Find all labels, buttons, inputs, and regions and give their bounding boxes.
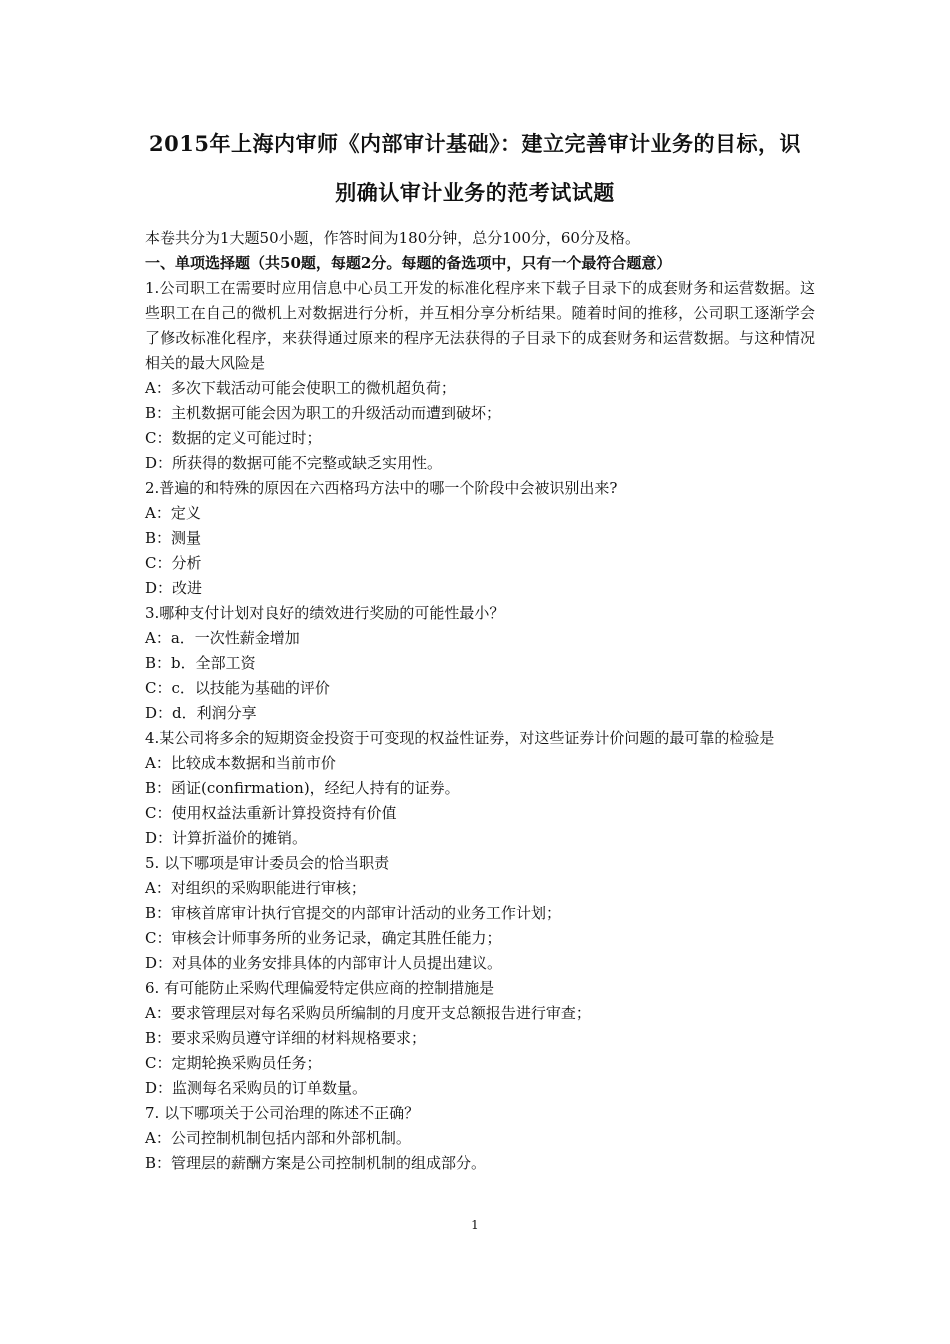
question-4 [145, 726, 815, 851]
answer-option: B：要求采购员遵守详细的材料规格要求； [145, 1029, 427, 1047]
answer-option: D：d．利润分享 [145, 704, 257, 722]
question-text: 5. 以下哪项是审计委员会的恰当职责 [145, 854, 390, 872]
answer-option: C：c．以技能为基础的评价 [145, 679, 330, 697]
answer-option: A：要求管理层对每名采购员所编制的月度开支总额报告进行审查； [145, 1004, 591, 1022]
answer-option: C：使用权益法重新计算投资持有价值 [145, 804, 397, 822]
answer-option: D：监测每名采购员的订单数量。 [145, 1079, 368, 1097]
question-text: 4.某公司将多余的短期资金投资于可变现的权益性证券，对这些证券计价问题的最可靠的检验是 [145, 729, 775, 747]
answer-option: A：对组织的采购职能进行审核； [145, 879, 366, 897]
answer-option: D：对具体的业务安排具体的内部审计人员提出建议。 [145, 954, 503, 972]
answer-option: B：测量 [145, 529, 202, 547]
answer-option: D：计算折溢价的摊销。 [145, 829, 308, 847]
answer-option: A：定义 [145, 504, 201, 522]
answer-option: C：数据的定义可能过时； [145, 429, 322, 447]
question-text: 3.哪种支付计划对良好的绩效进行奖励的可能性最小？ [145, 604, 505, 622]
question-7 [145, 1101, 815, 1176]
answer-option: B：审核首席审计执行官提交的内部审计活动的业务工作计划； [145, 904, 562, 922]
question-1 [145, 276, 815, 476]
answer-option: C：定期轮换采购员任务； [145, 1054, 322, 1072]
question-5 [145, 851, 815, 976]
answer-option: B：主机数据可能会因为职工的升级活动而遭到破坏； [145, 404, 502, 422]
answer-option: A：公司控制机制包括内部和外部机制。 [145, 1129, 411, 1147]
answer-option: B：b．全部工资 [145, 654, 256, 672]
answer-option: D：改进 [145, 579, 203, 597]
question-2 [145, 476, 815, 601]
document-title-line-1: 2015年上海内审师《内部审计基础》：建立完善审计业务的目标，识 [149, 131, 801, 156]
answer-option: B：管理层的薪酬方案是公司控制机制的组成部分。 [145, 1154, 487, 1172]
document-body [145, 226, 815, 1176]
exam-intro: 本卷共分为1大题50小题，作答时间为180分钟，总分100分，60分及格。 [145, 229, 640, 247]
answer-option: A：比较成本数据和当前市价 [145, 754, 336, 772]
question-text: 1.公司职工在需要时应用信息中心员工开发的标准化程序来下载子目录下的成套财务和运营数据。这些职工在自己的微机上对数据进行分析，并互相分享分析结果。随着时间的推移，公司职工逐渐学会了修改标准化程序，来获得通过原来的程序无法获得的子目录下的成套财务和运营数据。与这种情况相关的最大风险是 [145, 279, 815, 372]
question-text: 6. 有可能防止采购代理偏爱特定供应商的控制措施是 [145, 979, 495, 997]
page-number: 1 [471, 1218, 479, 1232]
question-text: 7. 以下哪项关于公司治理的陈述不正确？ [145, 1104, 420, 1122]
answer-option: C：分析 [145, 554, 202, 572]
answer-option: A：多次下载活动可能会使职工的微机超负荷； [145, 379, 456, 397]
answer-option: C：审核会计师事务所的业务记录，确定其胜任能力； [145, 929, 502, 947]
answer-option: B：函证(confirmation)，经纪人持有的证券。 [145, 779, 460, 797]
document-title-line-2: 别确认审计业务的范考试试题 [335, 180, 615, 205]
question-3 [145, 601, 815, 726]
answer-option: D：所获得的数据可能不完整或缺乏实用性。 [145, 454, 443, 472]
section-heading: 一、单项选择题（共50题，每题2分。每题的备选项中，只有一个最符合题意） [145, 254, 672, 272]
answer-option: A：a．一次性薪金增加 [145, 629, 300, 647]
question-6 [145, 976, 815, 1101]
question-text: 2.普遍的和特殊的原因在六西格玛方法中的哪一个阶段中会被识别出来? [145, 479, 618, 497]
